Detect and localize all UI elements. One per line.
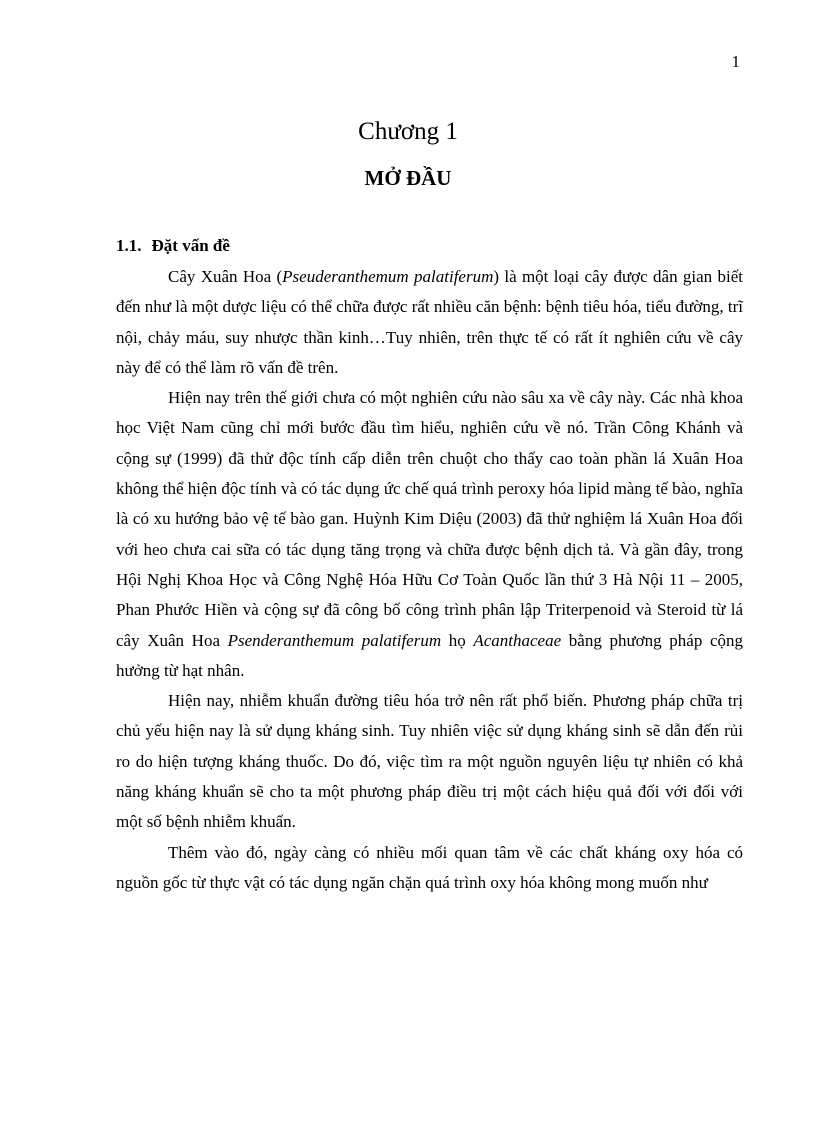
species-name: Pseuderanthemum palatiferum — [282, 267, 494, 286]
section-number: 1.1. — [116, 236, 142, 255]
paragraph-3: Hiện nay, nhiễm khuẩn đường tiêu hóa trở nên rất phổ biến. Phương pháp chữa trị chủ yếu hiện nay là sử dụng kháng sinh. Tuy nhiên việc sử dụng kháng sinh sẽ dẫn đến rủi ro do hiện tượng kháng thuốc. Do đó, việc tìm ra một nguồn nguyên liệu tự nhiên có khả năng kháng khuẩn sẽ cho ta một phương pháp điều trị một cách hiệu quả đối với đối với một số bệnh nhiễm khuẩn. — [116, 691, 743, 832]
paragraph-2 — [116, 383, 743, 686]
body-text — [116, 262, 743, 898]
paragraph-1 — [116, 262, 743, 383]
paragraph-2-text-a: Hiện nay trên thế giới chưa có một nghiên cứu nào sâu xa về cây này. Các nhà khoa học Việt Nam cũng chỉ mới bước đầu tìm hiểu, nghiên cứu về nó. Trần Công Khánh và cộng sự (1999) đã thử độc tính cấp diễn trên chuột cho thấy cao toàn phần lá Xuân Hoa không thể hiện độc tính và có tác dụng ức chế quá trình peroxy hóa lipid màng tế bào, nghĩa là có xu hướng bảo vệ tế bào gan. Huỳnh Kim Diệu (2003) đã thử nghiệm lá Xuân Hoa đối với heo chưa cai sữa có tác dụng tăng trọng và chữa được bệnh dịch tả. Và gần đây, trong Hội Nghị Khoa Học và Công Nghệ Hóa Hữu Cơ Toàn Quốc lần thứ 3 Hà Nội 11 – 2005, Phan Phước Hiền và cộng sự đã công bố công trình phân lập Triterpenoid và Steroid từ lá cây Xuân Hoa — [116, 388, 743, 650]
species-name-2: Psenderanthemum palatiferum — [227, 630, 442, 650]
paragraph-2-text-c: họ — [441, 630, 474, 650]
section-heading — [116, 236, 230, 256]
section-title: Đặt vấn đề — [151, 236, 230, 255]
paragraph-2-text-e: bằng phương pháp cộng hưởng từ hạt nhân. — [116, 630, 743, 680]
paragraph-1-text-c: ) là một loại cây được dân gian biết đến như là một dược liệu có thể chữa được rất nhiều căn bệnh: bệnh tiêu hóa, tiểu đường, trĩ nội, chảy máu, suy nhược thần kinh…Tuy nhiên, trên thực tế có rất ít nghiên cứu về cây này để có thể làm rõ vấn đề trên. — [116, 267, 743, 377]
family-name: Acanthaceae — [473, 630, 562, 650]
page-number: 1 — [731, 52, 740, 71]
main-heading: MỞ ĐẦU — [364, 166, 452, 190]
paragraph-4: Thêm vào đó, ngày càng có nhiều mối quan tâm về các chất kháng oxy hóa có nguồn gốc từ thực vật có tác dụng ngăn chặn quá trình oxy hóa không mong muốn như — [116, 842, 743, 892]
chapter-title: Chương 1 — [358, 118, 458, 145]
paragraph-1-text-a: Cây Xuân Hoa ( — [168, 267, 283, 286]
